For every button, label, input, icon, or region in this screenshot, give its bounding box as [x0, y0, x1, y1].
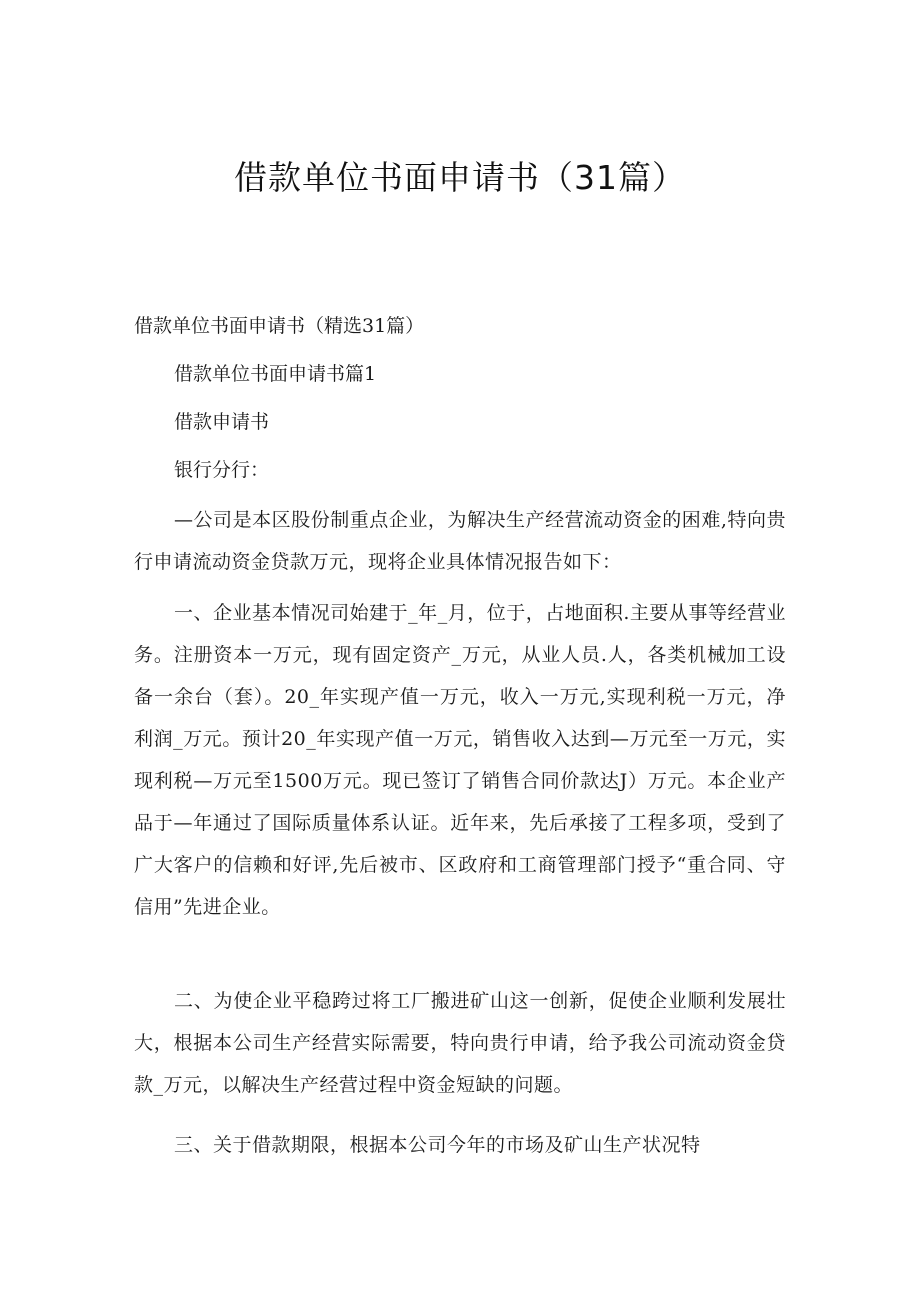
- document-subtitle: 借款单位书面申请书（精选31篇）: [134, 315, 425, 337]
- document-title: 借款单位书面申请书（31篇）: [234, 158, 686, 197]
- section-heading: 借款单位书面申请书篇1: [174, 363, 377, 385]
- salutation: 银行分行：: [174, 459, 270, 481]
- paragraph-section-two: 二、为使企业平稳跨过将工厂搬进矿山这一创新，促使企业顺利发展壮大，根据本公司生产经营实际需要，特向贵行申请，给予我公司流动资金贷款_万元，以解决生产经营过程中资金短缺的问题。: [134, 990, 786, 1096]
- paragraph-intro: —公司是本区股份制重点企业，为解决生产经营流动资金的困难,特向贵行申请流动资金贷款万元，现将企业具体情况报告如下：: [134, 509, 786, 573]
- paragraph-section-one: 一、企业基本情况司始建于_年_月，位于，占地面积.主要从事等经营业务。注册资本一万元，现有固定资产_万元，从业人员.人，各类机械加工设备一余台（套）。20_年实现产值一万元，收入一万元,实现利税一万元，净利润_万元。预计20_年实现产值一万元，销售收入达到—万元至一万元，实现利税—万元至1500万元。现已签订了销售合同价款达J）万元。本企业产品于—年通过了国际质量体系认证。近年来，先后承接了工程多项，受到了广大客户的信赖和好评,先后被市、区政府和工商管理部门授予“重合同、守信用”先进企业。: [134, 602, 786, 918]
- letter-heading: 借款申请书: [174, 411, 270, 433]
- paragraph-section-three: 三、关于借款期限，根据本公司今年的市场及矿山生产状况特: [174, 1134, 701, 1156]
